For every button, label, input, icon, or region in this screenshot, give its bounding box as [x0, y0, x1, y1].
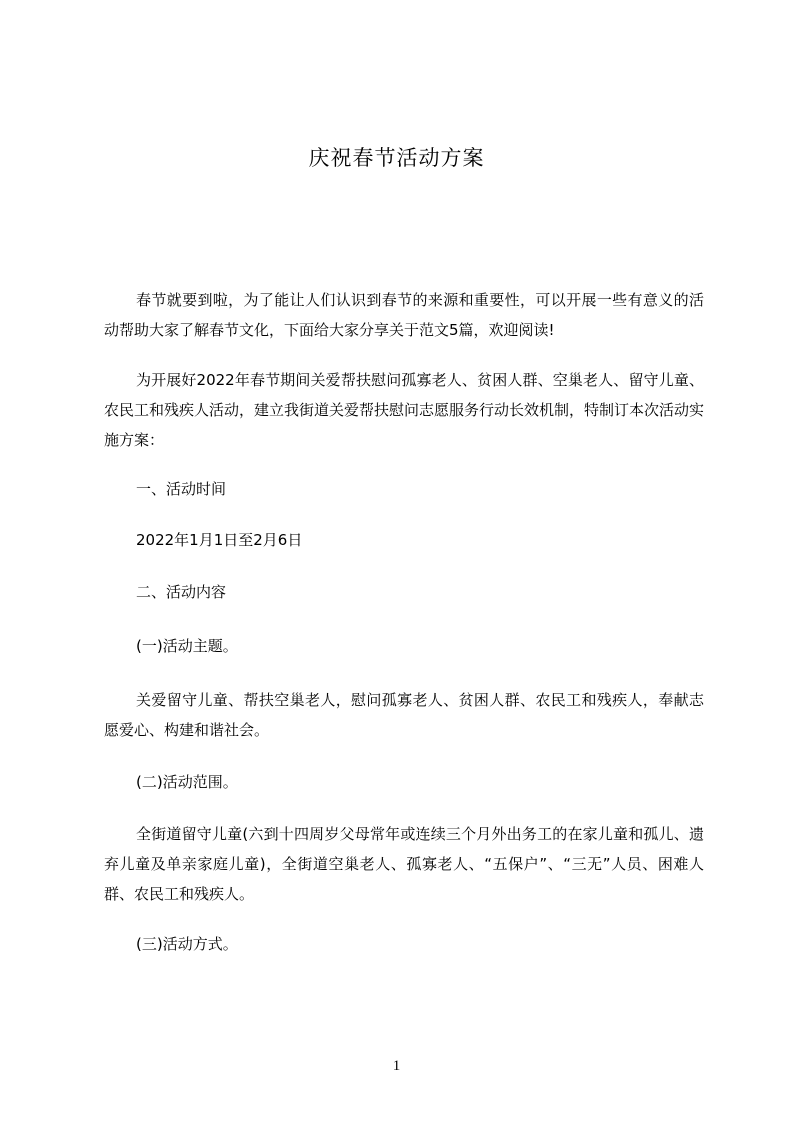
- page-number: 1: [392, 1058, 401, 1074]
- purpose-paragraph: 为开展好2022年春节期间关爱帮扶慰问孤寡老人、贫困人群、空巢老人、留守儿童、农民工和残疾人活动，建立我街道关爱帮扶慰问志愿服务行动长效机制，特制订本次活动实施方案：: [104, 371, 705, 449]
- intro-paragraph: 春节就要到啦，为了能让人们认识到春节的来源和重要性，可以开展一些有意义的活动帮助大家了解春节文化，下面给大家分享关于范文5篇，欢迎阅读!: [104, 291, 704, 339]
- document-title: 庆祝春节活动方案: [308, 146, 485, 170]
- subheading-activity-theme: (一)活动主题。: [136, 637, 238, 655]
- section-heading-activity-content: 二、活动内容: [136, 583, 227, 601]
- subheading-activity-scope: (二)活动范围。: [136, 773, 238, 791]
- activity-scope-paragraph: 全街道留守儿童(六到十四周岁父母常年或连续三个月外出务工的在家儿童和孤儿、遗弃儿童及单亲家庭儿童)，全街道空巢老人、孤寡老人、“五保户”、“三无”人员、困难人群、农民工和残疾人。: [104, 825, 704, 903]
- activity-date-range: 2022年1月1日至2月6日: [136, 531, 303, 549]
- section-heading-activity-time: 一、活动时间: [136, 480, 227, 498]
- activity-theme-paragraph: 关爱留守儿童、帮扶空巢老人，慰问孤寡老人、贫困人群、农民工和残疾人，奉献志愿爱心、构建和谐社会。: [104, 691, 704, 739]
- subheading-activity-method: (三)活动方式。: [136, 935, 238, 953]
